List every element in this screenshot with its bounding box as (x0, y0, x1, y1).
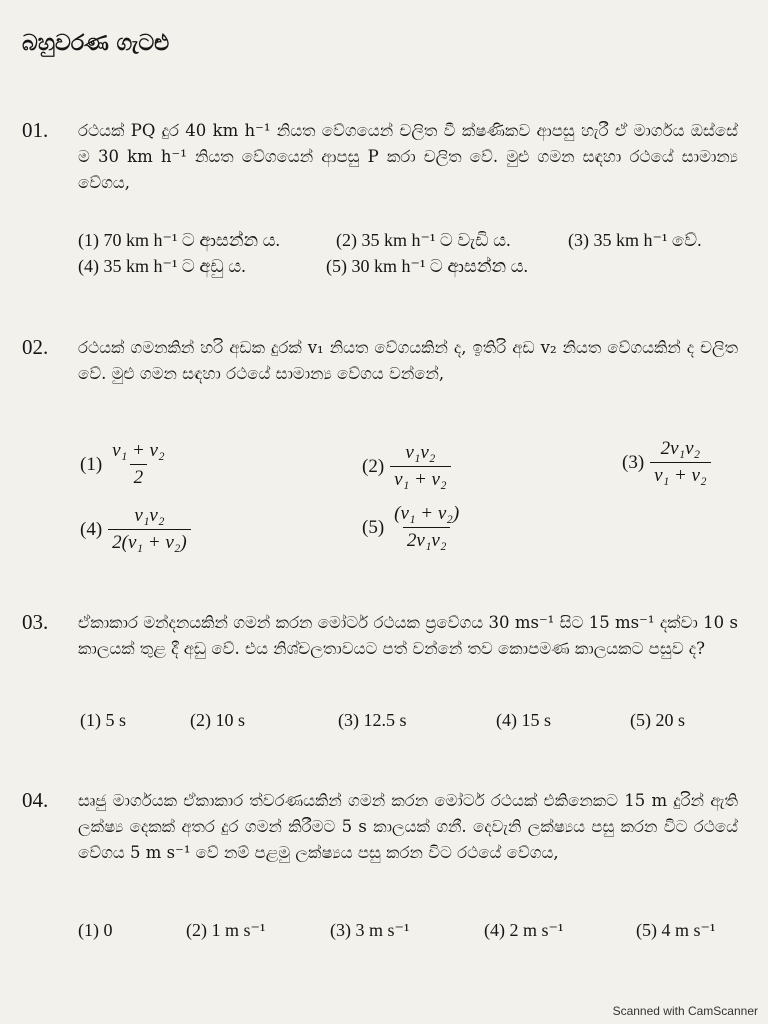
question-1-text: රථයක් PQ දුර 40 km h⁻¹ නියත වේගයෙන් චලිත වී ක්ෂණිකව ආපසු හැරී ඒ මාර්ගය ඔස්සේ ම 30 km h⁻¹ නියත වේගයෙන් ආපසු P කරා චලිත වේ. මුළු ගමන සඳහා රථයේ සාමාන්‍ය වේගය, (78, 121, 738, 192)
question-2-option-3 (622, 438, 711, 487)
question-3-option-1: (1) 5 s (80, 710, 126, 730)
option-label: (3) (622, 451, 645, 473)
fraction-denominator: 2 (130, 464, 148, 489)
fraction (108, 440, 168, 489)
fraction-denominator: 2v₁v₂ (403, 527, 451, 552)
fraction (390, 503, 463, 552)
question-3-option-3: (3) 12.5 s (338, 710, 407, 730)
fraction-denominator: v₁ + v₂ (650, 462, 710, 487)
option-label: (4) (80, 518, 103, 540)
question-1-option-4: (4) 35 km h⁻¹ ට අඩු ය. (78, 256, 246, 276)
fraction-numerator: (v₁ + v₂) (394, 503, 460, 524)
question-2-option-1 (80, 440, 169, 489)
question-3-number: 03. (22, 610, 49, 634)
fraction-numerator: v₁v₂ (134, 505, 165, 526)
fraction (390, 442, 450, 491)
question-1-option-1: (1) 70 km h⁻¹ ට ආසන්න ය. (78, 230, 281, 250)
question-2-option-2 (362, 442, 451, 491)
page-heading: බහුවරණ ගැටළු (22, 30, 170, 56)
scanner-watermark: Scanned with CamScanner (612, 1004, 758, 1018)
question-1-option-5: (5) 30 km h⁻¹ ට ආසන්න ය. (326, 256, 529, 276)
fraction-numerator: v₁v₂ (405, 442, 436, 463)
question-4-option-3: (3) 3 m s⁻¹ (330, 920, 410, 940)
question-4-text: සෘජු මාර්ගයක ඒකාකාර ත්වරණයකින් ගමන් කරන මෝටර් රථයක් එකිනෙකට 15 m දුරින් ඇති ලක්ෂ්‍ය දෙකක් අතර දුර ගමන් කිරීමට 5 s කාලයක් ගනී. දෙවැනි ලක්ෂ්‍යය පසු කරන විට රථයේ වේගය 5 m s⁻¹ වේ නම් පළමු ලක්ෂ්‍යය පසු කරන විට රථයේ වේගය, (78, 791, 738, 862)
option-label: (1) (80, 453, 103, 475)
question-4-option-4: (4) 2 m s⁻¹ (484, 920, 564, 940)
question-1-option-3: (3) 35 km h⁻¹ වේ. (568, 230, 702, 250)
question-3-option-5: (5) 20 s (630, 710, 685, 730)
question-4-option-2: (2) 1 m s⁻¹ (186, 920, 266, 940)
option-label: (5) (362, 516, 385, 538)
question-1-number: 01. (22, 118, 49, 142)
question-4-option-5: (5) 4 m s⁻¹ (636, 920, 716, 940)
question-4-number: 04. (22, 788, 49, 812)
fraction-denominator: 2(v₁ + v₂) (108, 529, 191, 554)
fraction-denominator: v₁ + v₂ (390, 466, 450, 491)
fraction-numerator: 2v₁v₂ (660, 438, 701, 459)
question-3-option-4: (4) 15 s (496, 710, 551, 730)
fraction-numerator: v₁ + v₂ (112, 440, 165, 461)
question-4-option-1: (1) 0 (78, 920, 113, 940)
question-3-option-2: (2) 10 s (190, 710, 245, 730)
question-2-option-4 (80, 505, 191, 554)
fraction (108, 505, 191, 554)
option-label: (2) (362, 455, 385, 477)
fraction (650, 438, 710, 487)
question-3-text: ඒකාකාර මන්දනයකින් ගමන් කරන මෝටර් රථයක ප්‍රවේගය 30 ms⁻¹ සිට 15 ms⁻¹ දක්වා 10 s කාලයක් තුළ දී අඩු වේ. එය නිශ්චලතාවයට පත් වන්නේ තව කොපමණ කාලයකට පසුව ද? (78, 613, 738, 658)
question-2-option-5 (362, 503, 463, 552)
question-2-text: රථයක් ගමනකින් හරි අඩක දුරක් v₁ නියත වේගයකින් ද, ඉතිරි අඩ v₂ නියත වේගයකින් ද චලිත වේ. මුළු ගමන සඳහා රථයේ සාමාන්‍ය වේගය වන්නේ, (78, 338, 738, 383)
question-1-option-2: (2) 35 km h⁻¹ ට වැඩි ය. (336, 230, 511, 250)
question-2-number: 02. (22, 335, 49, 359)
